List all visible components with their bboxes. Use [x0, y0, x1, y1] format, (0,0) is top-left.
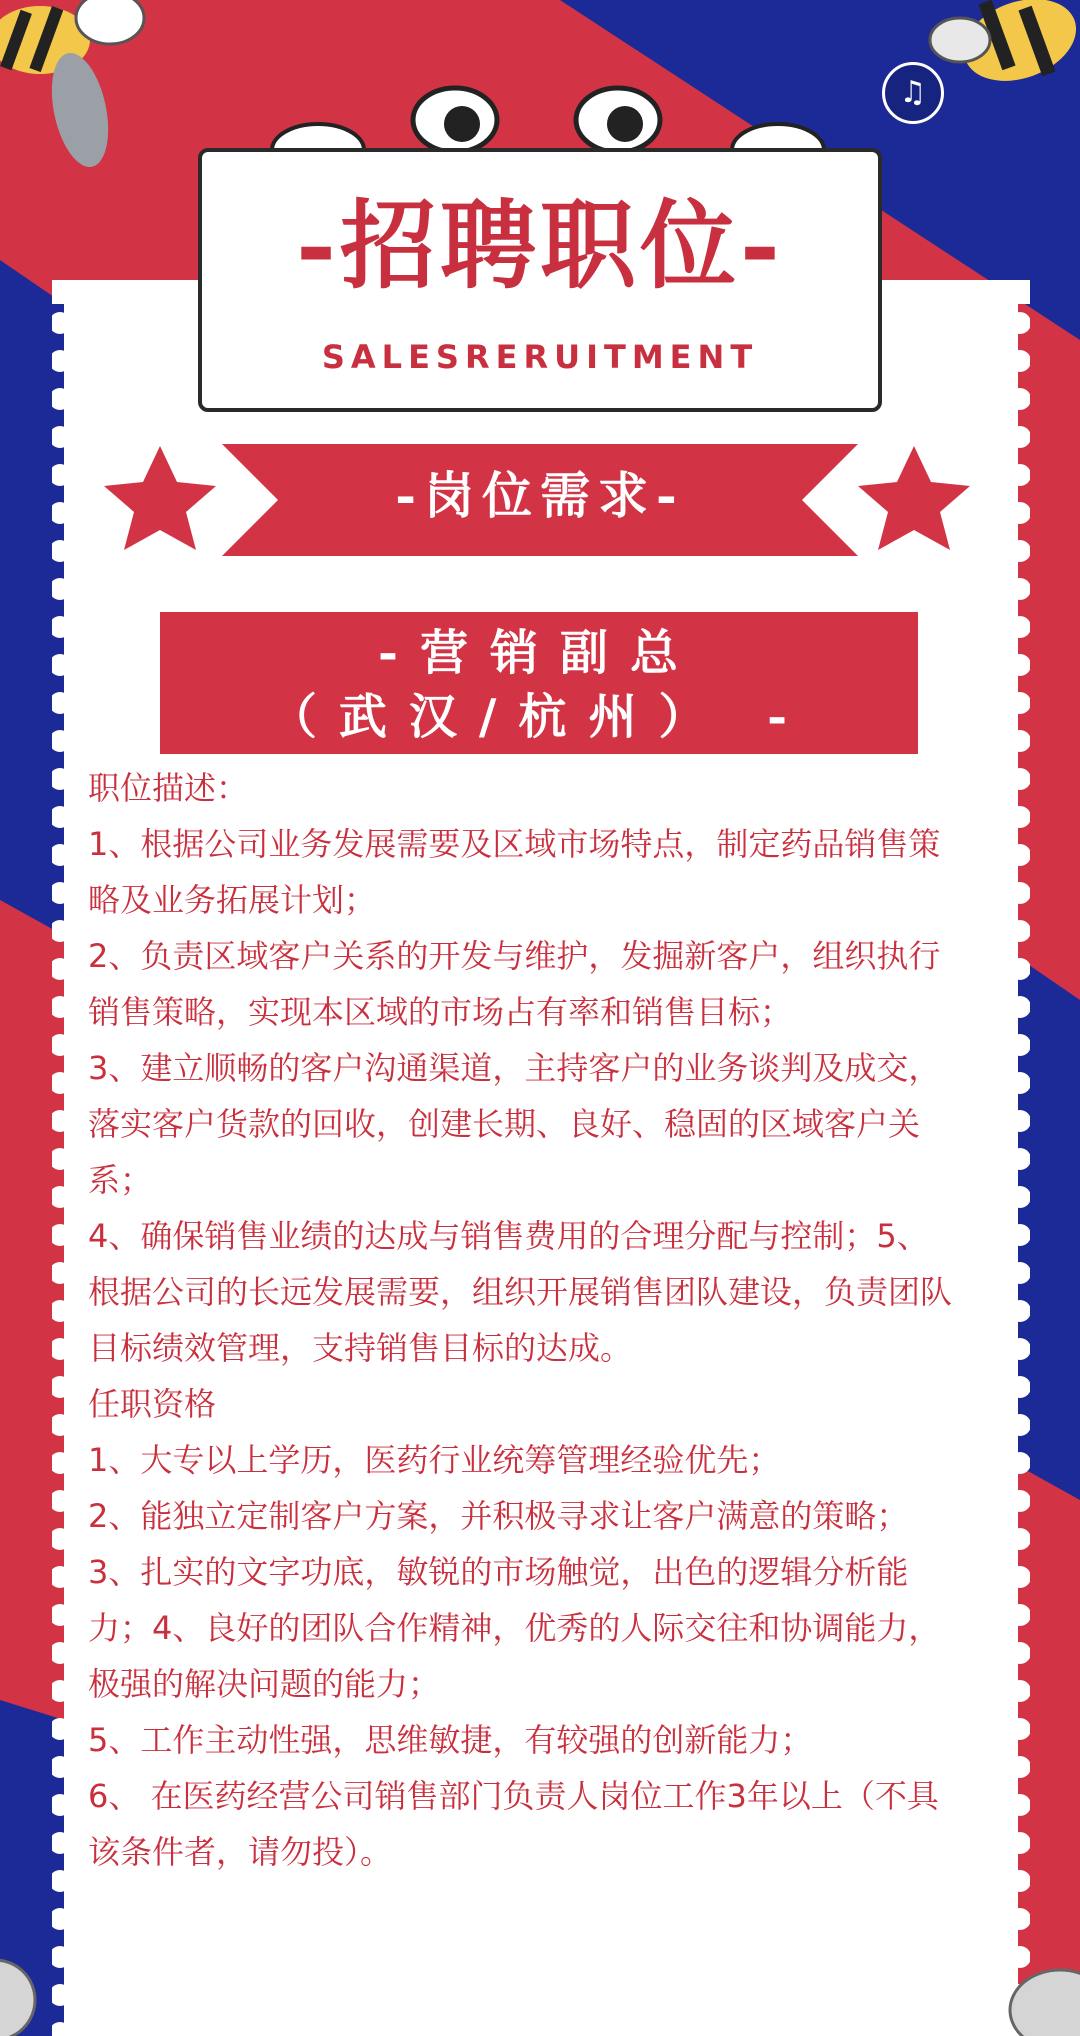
- qualification-item: 5、工作主动性强，思维敏捷，有较强的创新能力；: [88, 1721, 813, 1759]
- description-item: 3、建立顺畅的客户沟通渠道，主持客户的业务谈判及成交，落实客户货款的回收，创建长期、良好、稳固的区域客户关系；: [88, 1049, 941, 1199]
- job-location: （武汉/杭州） -: [268, 689, 810, 745]
- job-content: [88, 760, 960, 1880]
- title-sign: [198, 148, 882, 412]
- music-toggle-button[interactable]: [882, 62, 944, 124]
- eyes-decoration: [413, 88, 660, 152]
- bee-icon: [930, 0, 1080, 96]
- music-note-icon: ♫: [899, 75, 927, 110]
- qualification-item: 1、大专以上学历，医药行业统筹管理经验优先；: [88, 1441, 781, 1479]
- description-item: 1、根据公司业务发展需要及区域市场特点，制定药品销售策略及业务拓展计划；: [88, 825, 941, 919]
- bee-icon: [1010, 1970, 1080, 2036]
- description-item: 4、确保销售业绩的达成与销售费用的合理分配与控制；5、根据公司的长远发展需要，组织开展销售团队建设，负责团队目标绩效管理，支持销售目标的达成。: [88, 1217, 953, 1367]
- job-title: -营销副总: [378, 625, 700, 681]
- qualification-item: 6、 在医药经营公司销售部门负责人岗位工作3年以上（不具该条件者，请勿投）。: [88, 1777, 939, 1871]
- bee-icon: [0, 1960, 35, 2036]
- qualifications-heading: 任职资格: [88, 1385, 217, 1423]
- qualification-item: 2、能独立定制客户方案，并积极寻求让客户满意的策略；3、扎实的文字功底，敏锐的市场触觉，出色的逻辑分析能力；4、良好的团队合作精神，优秀的人际交往和协调能力，极强的解决问题的能力；: [88, 1497, 941, 1703]
- description-heading: 职位描述：: [88, 769, 249, 807]
- page-title: -招聘职位-: [296, 189, 784, 302]
- job-title-box: [160, 612, 918, 754]
- bee-icon: [0, 0, 144, 172]
- page-subtitle: SALESRERUITMENT: [321, 338, 759, 376]
- description-item: 2、负责区域客户关系的开发与维护，发掘新客户，组织执行销售策略，实现本区域的市场占有率和销售目标；: [88, 937, 941, 1031]
- star-icon: [104, 446, 216, 550]
- section-banner-label: -岗位需求-: [395, 466, 685, 525]
- star-icon: [858, 446, 970, 550]
